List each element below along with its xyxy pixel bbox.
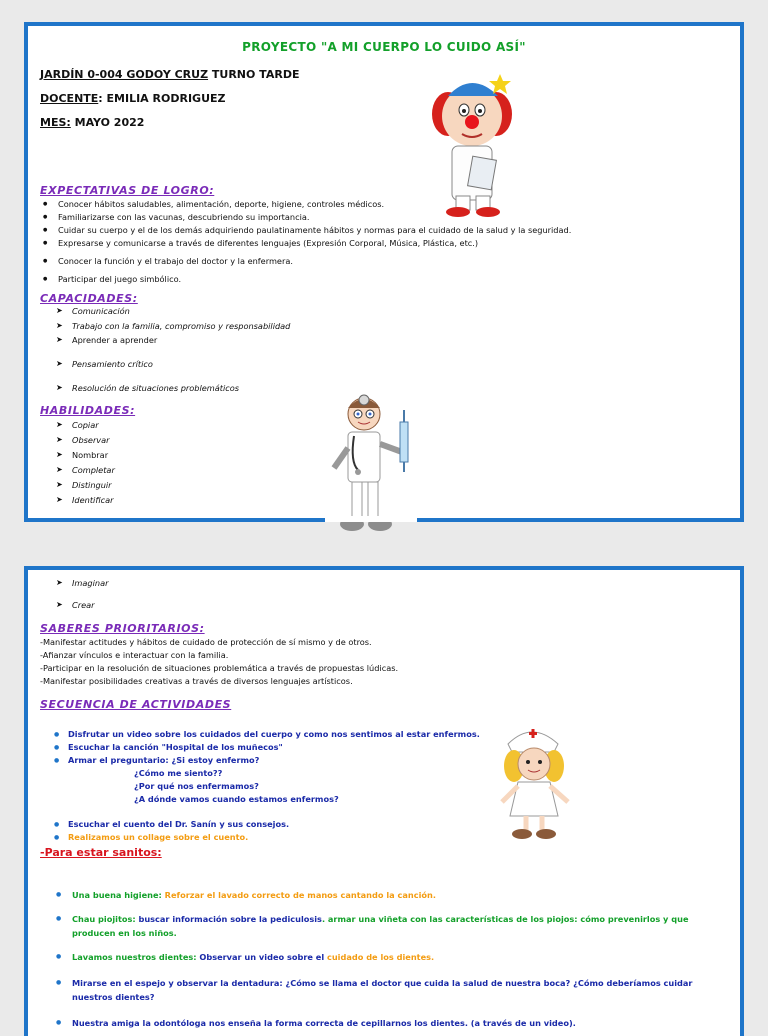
document-page-2 (24, 566, 744, 1036)
preguntas-list (134, 767, 339, 806)
secuencia-list (54, 728, 480, 767)
list-item: ● Cuidar su cuerpo y el de los demás adquiriendo paulatinamente hábitos y normas para el cuidado de la salud y la seguridad. (40, 224, 571, 237)
docente-value: : EMILIA RODRIGUEZ (98, 92, 226, 105)
item-text: buscar información sobre la pediculosis (138, 914, 322, 924)
item-text: . armar una viñeta con las características de los piojos: cómo prevenirlos y que producen en los niños. (72, 914, 689, 938)
habilidades-heading: HABILIDADES: (40, 404, 136, 417)
list-item (56, 912, 732, 940)
docente-label: DOCENTE (40, 92, 99, 105)
list-item: -Manifestar actitudes y hábitos de cuidado de protección de sí mismo y de otros. (40, 637, 372, 647)
list-item: ● Escuchar el cuento del Dr. Sanín y sus consejos. (54, 818, 289, 831)
document-page-1 (24, 22, 744, 522)
list-item: ● Nuestra amiga la odontóloga nos enseña la forma correcta de cepillarnos los dientes. (a través de un video). (56, 1016, 732, 1030)
list-item: ● Realizamos un collage sobre el cuento. (54, 831, 289, 844)
para-estar-sanitos-heading: -Para estar sanitos: (40, 846, 162, 859)
list-item: ➤ Distinguir (56, 480, 115, 495)
capacidades-heading: CAPACIDADES: (40, 292, 138, 305)
mes-label: MES: (40, 116, 71, 129)
mes-value: MAYO 2022 (70, 116, 145, 129)
item-label: Una buena higiene: (72, 890, 165, 900)
list-item: ➤ Trabajo con la familia, compromiso y responsabilidad (56, 321, 290, 335)
list-item: ➤ Comunicación (56, 306, 290, 321)
expectativas-heading: EXPECTATIVAS DE LOGRO: (40, 184, 215, 197)
secuencia-heading: SECUENCIA DE ACTIVIDADES (40, 698, 232, 711)
jardin-label: JARDÍN 0-004 GODOY CRUZ (40, 68, 209, 81)
list-item: ➤ Nombrar (56, 450, 115, 465)
border-gap (325, 516, 417, 522)
item-text: Observar un video sobre el (199, 952, 327, 962)
list-item: ➤ Pensamiento crítico (56, 359, 290, 383)
list-item: ● Disfrutar un video sobre los cuidados del cuerpo y como nos sentimos al estar enfermos. (54, 728, 480, 741)
nurse-illustration (492, 724, 578, 840)
list-item: ● Armar el preguntario: ¿Si estoy enfermo? (54, 754, 480, 767)
saberes-heading: SABERES PRIORITARIOS: (40, 622, 205, 635)
list-item: ● Familiarizarse con las vacunas, descubriendo su importancia. (40, 211, 571, 224)
clown-doctor-illustration (426, 70, 518, 218)
list-item: ● Conocer hábitos saludables, alimentación, deporte, higiene, controles médicos. (40, 198, 571, 211)
list-item: ➤ Completar (56, 465, 115, 480)
sanitos-list (56, 888, 732, 1030)
habilidades-list (56, 420, 115, 510)
secuencia-list-2 (54, 818, 289, 844)
project-title: PROYECTO "A MI CUERPO LO CUIDO ASÍ" (242, 40, 526, 54)
list-item: -Afianzar vínculos e interactuar con la familia. (40, 650, 229, 660)
list-item: ➤ Resolución de situaciones problemáticos (56, 383, 290, 397)
item-label: Chau piojitos: (72, 914, 139, 924)
list-item: ¿A dónde vamos cuando estamos enfermos? (134, 794, 339, 804)
docente-line (40, 92, 226, 105)
saberes-list (40, 636, 398, 688)
list-item: ● Mirarse en el espejo y observar la dentadura: ¿Cómo se llama el doctor que cuida la salud de nuestra boca? ¿Cómo deberíamos cuidar nuestros dientes? (56, 976, 732, 1004)
item-text: cuidado de los dientes. (326, 952, 435, 962)
mes-line (40, 116, 144, 129)
list-item: -Participar en la resolución de situaciones problemática a través de propuestas lúdicas. (40, 663, 399, 673)
habilidades-continued-list (56, 578, 108, 614)
list-item (56, 950, 732, 964)
list-item: ➤ Aprender a aprender (56, 335, 290, 359)
list-item: ¿Por qué nos enfermamos? (134, 781, 259, 791)
list-item: ● Conocer la función y el trabajo del doctor y la enfermera. (40, 255, 293, 273)
list-item: ¿Cómo me siento?? (134, 768, 223, 778)
list-item: ➤ Identificar (56, 495, 115, 510)
item-label: Lavamos nuestros dientes: (72, 952, 200, 962)
list-item (56, 888, 732, 902)
turno-text: TURNO TARDE (208, 68, 300, 81)
list-item: ➤ Imaginar (56, 578, 108, 600)
capacidades-list (56, 306, 290, 397)
list-item: -Manifestar posibilidades creativas a través de diversos lenguajes artísticos. (40, 676, 353, 686)
item-text: Reforzar el lavado correcto de manos cantando la canción. (164, 890, 436, 900)
expectativas-extra-list (40, 255, 293, 286)
list-item: ● Expresarse y comunicarse a través de diferentes lenguajes (Expresión Corporal, Música, Plástica, etc.) (40, 237, 571, 250)
list-item: ● Escuchar la canción "Hospital de los muñecos" (54, 741, 480, 754)
list-item: ➤ Crear (56, 600, 108, 614)
list-item: ➤ Observar (56, 435, 115, 450)
list-item: ● Participar del juego simbólico. (40, 273, 293, 286)
list-item: ➤ Copiar (56, 420, 115, 435)
jardin-line (40, 68, 299, 81)
